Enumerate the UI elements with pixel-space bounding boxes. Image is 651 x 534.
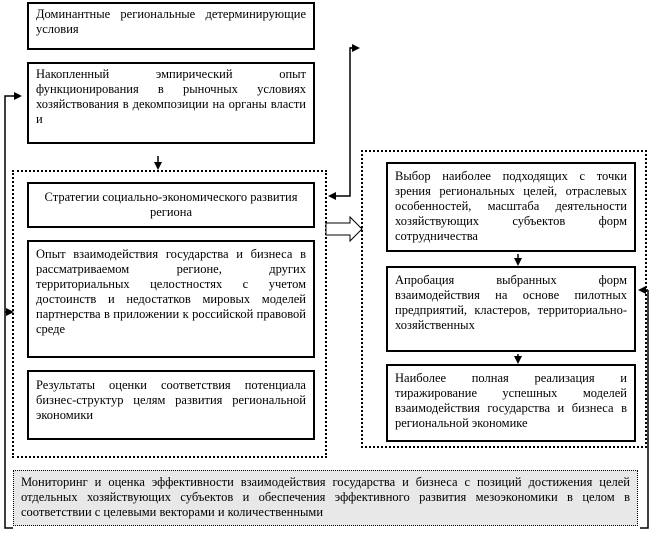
empirical-experience-text: Накопленный эмпирический опыт функционирования в рыночных условиях хозяйствования в декомпозиции на органы власти и (36, 67, 306, 126)
feedback-line-right (640, 290, 648, 528)
monitoring-text: Мониторинг и оценка эффективности взаимодействия государства и бизнеса с позиций достижения целей отдельных хозяйствующих субъектов и обеспечения эффективного развития мезоэкономики в целом в соответствии с целевыми векторами и количественными (21, 475, 630, 519)
interaction-experience-text: Опыт взаимодействия государства и бизнеса в рассматриваемом регионе, других территориальных целостностях с учетом достоинств и недостатков мировых моделей партнерства в приложении к российской правовой среде (36, 247, 306, 336)
block-arrow-left-to-right (326, 217, 362, 241)
connector-choice-to-strategy (330, 48, 358, 196)
full-implementation-text: Наиболее полная реализация и тиражирование успешных моделей взаимодействия государства и бизнеса в региональной экономике (395, 371, 627, 430)
assessment-results-text: Результаты оценки соответствия потенциала бизнес-структур целям развития региональной экономики (36, 378, 306, 422)
strategy-text: Стратегии социально-экономического развития региона (44, 190, 298, 219)
choice-text: Выбор наиболее подходящих с точки зрения региональных целей, отраслевых особенностей, масштаба деятельности хозяйствующих субъектов форм сотрудничества (395, 169, 627, 243)
approbation-text: Апробация выбранных форм взаимодействия на основе пилотных предприятий, кластеров, территориально-хозяйственных (395, 273, 627, 332)
dominant-conditions-text: Доминантные региональные детерминирующие условия (36, 7, 306, 36)
